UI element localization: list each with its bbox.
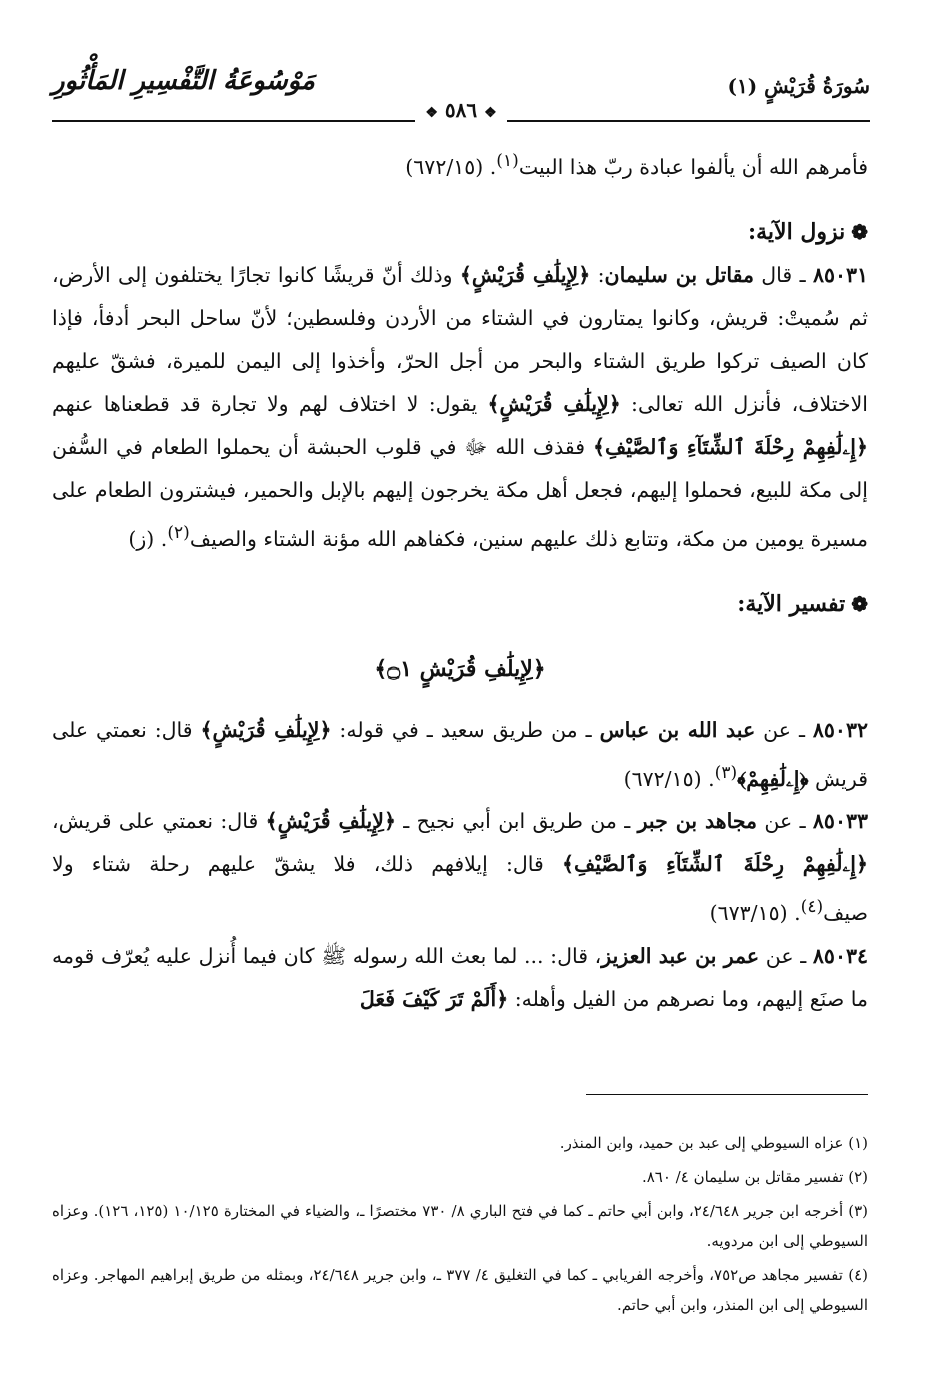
quran-quote: ﴿لِإِيلَٰفِ قُرَيْشٍ﴾ [459, 262, 591, 287]
quran-quote: ﴿إِۦلَٰفِهِمْ﴾ [737, 766, 809, 791]
footnote-2: (٢) تفسير مقاتل بن سليمان ٤/ ٨٦٠. [641, 1168, 868, 1186]
page-number: ٥٨٦ [444, 98, 478, 122]
ornament-icon: ❖ [484, 105, 497, 121]
athar-number: ٨٥٠٣٤ [812, 944, 868, 969]
flower-icon: ❁ [851, 591, 868, 616]
flower-icon: ❁ [851, 219, 868, 244]
intro-paragraph: فأمرهم الله أن يألفوا عبادة ربّ هذا البيت$^{(١)}$. (٦٧٢/١٥) [405, 151, 868, 179]
athar-number: ٨٥٠٣٣ [812, 809, 868, 834]
quran-quote: ﴿لِإِيلَٰفِ قُرَيْشٍ﴾ [265, 809, 396, 834]
narrator-name: عبد الله بن عباس [599, 717, 756, 742]
narrator-name: عمر بن عبد العزيز [601, 944, 760, 969]
footnote-separator [586, 1094, 868, 1095]
quran-quote: ﴿لِإِيلَٰفِ قُرَيْشٍ﴾ [487, 391, 621, 416]
book-title: مَوْسُوعَةُ التَّفْسِيرِ المَأْثُورِ [52, 66, 315, 96]
quran-quote: ﴿أَلَمْ تَرَ كَيْفَ فَعَلَ [359, 987, 509, 1012]
narrator-name: مقاتل بن سليمان [604, 262, 754, 287]
footnote-1: (١) عزاه السيوطي إلى عبد بن حميد، وابن المنذر. [559, 1134, 868, 1152]
athar-85032: ٨٥٠٣٢ ـ عن عبد الله بن عباس ـ من طريق سعيد ـ في قوله: ﴿لِإِيلَٰفِ قُرَيْشٍ﴾ قال: نعمتي على قريش ﴿إِۦلَٰفِهِمْ﴾$^{(٣)}$. (٦٧٢/١٥) [52, 717, 868, 791]
athar-number: ٨٥٠٣٢ [812, 717, 868, 742]
footnote-marker: (١) [496, 151, 519, 171]
section-heading-tafsir: ❁تفسير الآية: [737, 590, 868, 617]
footnotes [52, 1128, 868, 1324]
athar-85034: ٨٥٠٣٤ ـ عن عمر بن عبد العزيز، قال: ... لما بعث الله رسوله ﷺ كان فيما أُنزل عليه يُعرّف قومه ما صنَع إليهم، وما نصرهم من الفيل وأهله: ﴿أَلَمْ تَرَ كَيْفَ فَعَلَ [52, 944, 868, 1012]
page-number-box [415, 98, 506, 122]
footnote-marker: (٤) [800, 897, 824, 918]
footnote-4: (٤) تفسير مجاهد ص٧٥٢، وأخرجه الفريابي ـ كما في التغليق ٤/ ٣٧٧ ـ، وابن جرير ٢٤/٦٤٨، وبمثله من طريق إبراهيم المهاجر. وعزاه السيوطي إلى ابن المنذر، وابن أبي حاتم. [52, 1266, 868, 1314]
page-header [52, 62, 870, 122]
verse-heading: ﴿لِإِيلَٰفِ قُرَيْشٍ ۝١﴾ [374, 655, 546, 682]
surah-title: سُورَةُ قُرَيْشٍ (١) [727, 74, 870, 98]
narrator-name: مجاهد بن جبر [637, 809, 758, 834]
quran-quote: ﴿إِۦلَٰفِهِمْ رِحْلَةَ ٱلشِّتَآءِ وَٱلصَّيْفِ﴾ [562, 852, 868, 877]
athar-number: ٨٥٠٣١ [812, 262, 868, 287]
section-heading-revelation: ❁نزول الآية: [748, 218, 868, 245]
quran-quote: ﴿لِإِيلَٰفِ قُرَيْشٍ﴾ [200, 717, 332, 742]
athar-85033: ٨٥٠٣٣ ـ عن مجاهد بن جبر ـ من طريق ابن أبي نجيح ـ ﴿لِإِيلَٰفِ قُرَيْشٍ﴾ قال: نعمتي على قريش، ﴿إِۦلَٰفِهِمْ رِحْلَةَ ٱلشِّتَآءِ وَٱلصَّيْفِ﴾ قال: إيلافهم ذلك، فلا يشقّ عليهم رحلة شتاء ولا صيف$^{(٤)}$. (٦٧٣/١٥) [52, 809, 868, 926]
footnote-marker: (٣) [714, 762, 738, 783]
main-text [52, 140, 868, 1021]
footnote-3: (٣) أخرجه ابن جرير ٢٤/٦٤٨، وابن أبي حاتم ـ كما في فتح الباري ٨/ ٧٣٠ مختصرًا ـ، والضياء في المختارة ١٠/١٢٥ (١٢٥، ١٢٦). وعزاه السيوطي إلى ابن مردويه. [52, 1202, 868, 1250]
quran-quote: ﴿إِۦلَٰفِهِمْ رِحْلَةَ ٱلشِّتَآءِ وَٱلصَّيْفِ﴾ [592, 434, 869, 459]
ornament-icon: ❖ [425, 105, 438, 121]
footnote-marker: (٢) [167, 522, 190, 543]
athar-85031: ٨٥٠٣١ ـ قال مقاتل بن سليمان: ﴿لِإِيلَٰفِ قُرَيْشٍ﴾ وذلك أنّ قريشًا كانوا تجارًا يختلفون إلى الأرض، ثم سُميتْ: قريش، وكانوا يمتارون في الشتاء من الأردن وفلسطين؛ لأنّ ساحل البحر أدفأ، فإذا كان الصيف تركوا طريق الشتاء والبحر من أجل الحرّ، وأخذوا إلى اليمن للميرة، فشقّ عليهم الاختلاف، فأنزل الله تعالى: ﴿لِإِيلَٰفِ قُرَيْشٍ﴾ يقول: لا اختلاف لهم ولا تجارة قد قطعناها عنهم ﴿إِۦلَٰفِهِمْ رِحْلَةَ ٱلشِّتَآءِ وَٱلصَّيْفِ﴾ فقذف الله ﷻ في قلوب الحبشة أن يحملوا الطعام في السُّفن إلى مكة للبيع، فحملوا إليهم، فجعل أهل مكة يخرجون إليهم بالإبل والحمير، فيشترون الطعام على مسيرة يومين من مكة، وتتابع ذلك عليهم سنين، فكفاهم الله مؤنة الشتاء والصيف$^{(٢)}$. (ز) [52, 262, 869, 551]
